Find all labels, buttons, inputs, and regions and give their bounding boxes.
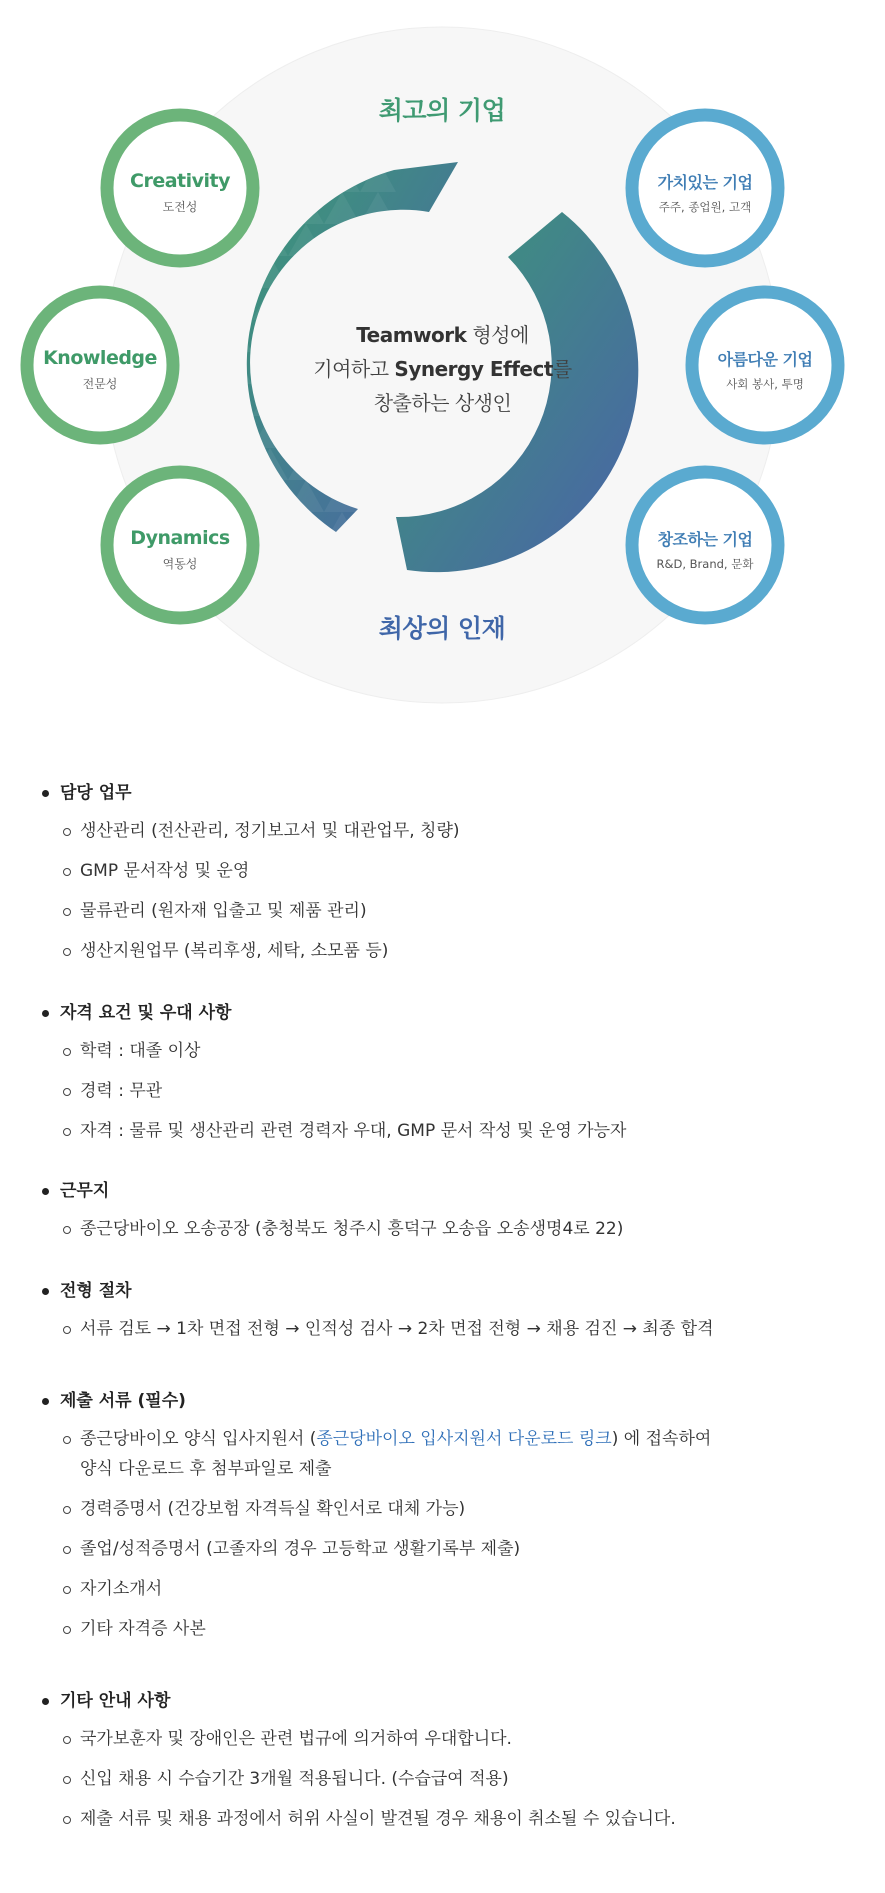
section-process	[40, 1278, 860, 1344]
list-item: 학력 : 대졸 이상	[40, 1036, 860, 1066]
circle-title: 가치있는 기업	[657, 173, 753, 192]
list-item: GMP 문서작성 및 운영	[40, 856, 860, 886]
circle-creativity	[110, 170, 250, 215]
circle-title: 아름다운 기업	[717, 350, 813, 369]
section-documents	[40, 1388, 860, 1644]
list-item: 국가보훈자 및 장애인은 관련 법규에 의거하여 우대합니다.	[40, 1724, 860, 1754]
circle-title: Dynamics	[130, 527, 230, 549]
center-teamwork: Teamwork	[356, 323, 467, 347]
circle-subtitle: R&D, Brand, 문화	[656, 557, 754, 571]
circle-creative-company	[635, 527, 775, 572]
list-item: 신입 채용 시 수습기간 3개월 적용됩니다. (수습급여 적용)	[40, 1764, 860, 1794]
circle-subtitle: 도전성	[162, 200, 198, 214]
circle-beautiful-company	[695, 347, 835, 392]
list-item: 경력증명서 (건강보험 자격득실 확인서로 대체 가능)	[40, 1494, 860, 1524]
circle-subtitle: 역동성	[162, 557, 198, 571]
synergy-diagram	[0, 0, 885, 710]
application-form-download-link[interactable]: 종근당바이오 입사지원서 다운로드 링크	[316, 1429, 612, 1449]
list-item: 생산지원업무 (복리후생, 세탁, 소모품 등)	[40, 936, 860, 966]
item-text-post: ) 에 접속하여	[611, 1429, 712, 1449]
section-other-notes	[40, 1688, 860, 1834]
list-item: 경력 : 무관	[40, 1076, 860, 1106]
section-title: 자격 요건 및 우대 사항	[40, 1000, 860, 1026]
section-title: 근무지	[40, 1178, 860, 1204]
center-synergy: Synergy Effect	[394, 357, 553, 381]
center-line3: 창출하는 상생인	[373, 391, 512, 415]
circle-valuable-company	[635, 170, 775, 215]
list-item: 생산관리 (전산관리, 정기보고서 및 대관업무, 칭량)	[40, 816, 860, 846]
center-line2-rest: 를	[552, 357, 572, 381]
section-qualifications	[40, 1000, 860, 1146]
section-location	[40, 1178, 860, 1244]
center-slogan	[290, 318, 595, 420]
section-duties	[40, 780, 860, 966]
section-title: 담당 업무	[40, 780, 860, 806]
section-title: 기타 안내 사항	[40, 1688, 860, 1714]
section-title: 제출 서류 (필수)	[40, 1388, 860, 1414]
list-item: 기타 자격증 사본	[40, 1614, 860, 1644]
list-item: 서류 검토 → 1차 면접 전형 → 인적성 검사 → 2차 면접 전형 → 채용 검진 → 최종 합격	[40, 1314, 860, 1344]
list-item: 종근당바이오 오송공장 (충청북도 청주시 흥덕구 오송읍 오송생명4로 22)	[40, 1214, 860, 1244]
circle-dynamics	[110, 527, 250, 572]
list-item: 자기소개서	[40, 1574, 860, 1604]
heading-best-company: 최고의 기업	[378, 96, 506, 125]
list-item: 물류관리 (원자재 입출고 및 제품 관리)	[40, 896, 860, 926]
circle-title: Creativity	[130, 170, 230, 192]
circle-title: Knowledge	[43, 347, 157, 369]
center-line2-pre: 기여하고	[313, 357, 395, 381]
circle-subtitle: 사회 봉사, 투명	[726, 377, 804, 391]
center-line1-rest: 형성에	[466, 323, 529, 347]
item-text-pre: 종근당바이오 양식 입사지원서 (	[80, 1429, 317, 1449]
circle-subtitle: 전문성	[82, 377, 118, 391]
list-item-application-form	[40, 1424, 860, 1484]
list-item: 제출 서류 및 채용 과정에서 허위 사실이 발견될 경우 채용이 취소될 수 있습니다.	[40, 1804, 860, 1834]
circle-title: 창조하는 기업	[657, 530, 753, 549]
list-item: 졸업/성적증명서 (고졸자의 경우 고등학교 생활기록부 제출)	[40, 1534, 860, 1564]
item-text-line2: 양식 다운로드 후 첨부파일로 제출	[80, 1459, 332, 1479]
heading-best-talent: 최상의 인재	[378, 614, 506, 643]
list-item: 자격 : 물류 및 생산관리 관련 경력자 우대, GMP 문서 작성 및 운영 가능자	[40, 1116, 860, 1146]
circle-knowledge	[30, 347, 170, 392]
circle-subtitle: 주주, 종업원, 고객	[658, 200, 752, 214]
section-title: 전형 절차	[40, 1278, 860, 1304]
